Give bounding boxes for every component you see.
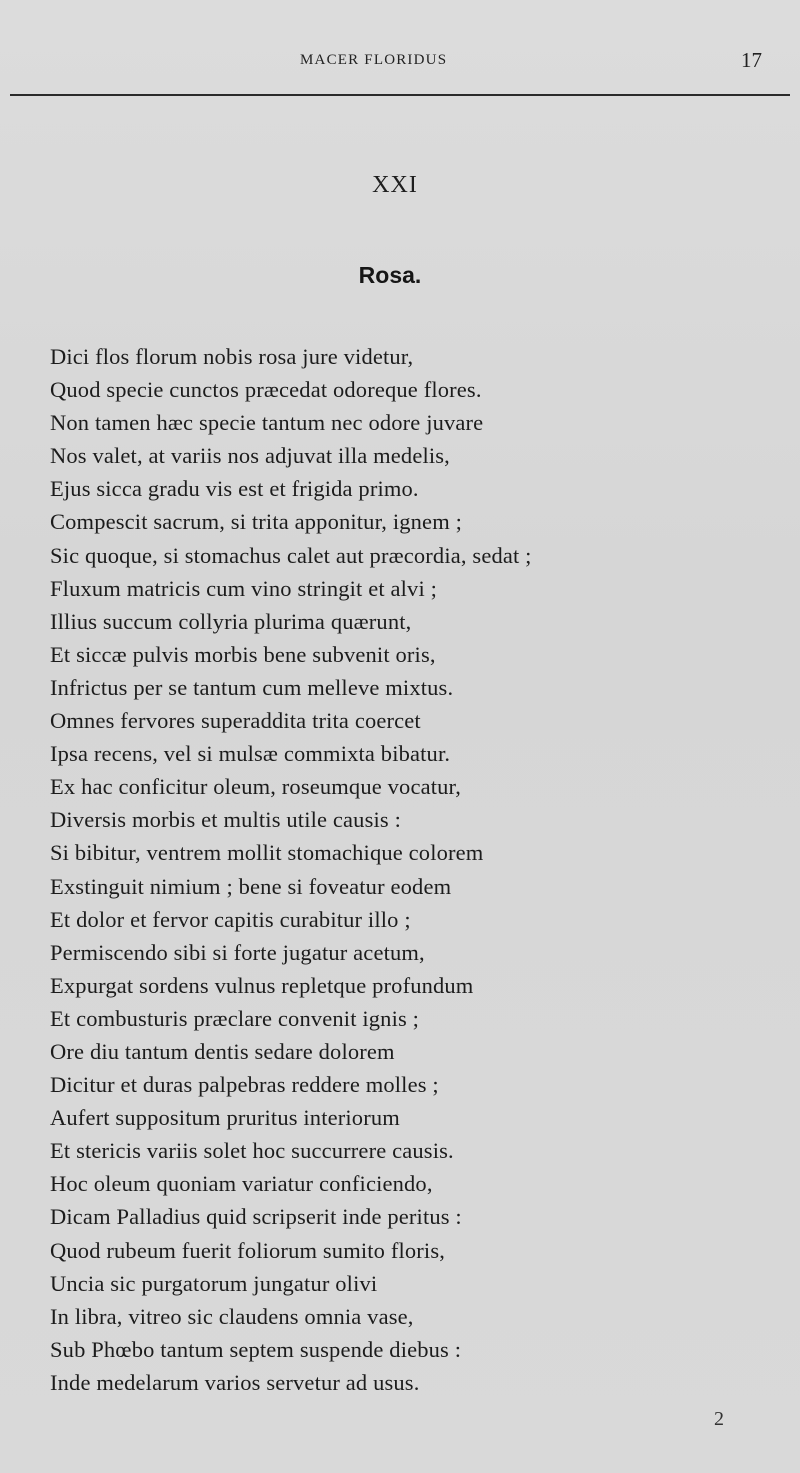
verse-line: Exstinguit nimium ; bene si foveatur eodem [50,873,452,899]
verse-line: Non tamen hæc specie tantum nec odore juvare [50,410,484,436]
verse-line: Aufert suppositum pruritus interiorum [50,1105,400,1131]
running-title: MACER FLORIDUS [300,52,448,68]
chapter-number: XXI [372,172,418,198]
verse-line: Fluxum matricis cum vino stringit et alvi ; [50,575,438,601]
verse-block [50,340,790,1399]
verse-line: In libra, vitreo sic claudens omnia vase, [50,1303,414,1329]
verse-line: Ore diu tantum dentis sedare dolorem [50,1038,395,1064]
poem-title: Rosa. [358,262,422,288]
verse-line: Ejus sicca gradu vis est et frigida primo. [50,476,419,502]
running-head [0,48,800,74]
verse-line: Si bibitur, ventrem mollit stomachique colorem [50,840,484,866]
header-rule [10,94,790,96]
verse-line: Dicitur et duras palpebras reddere molles ; [50,1072,439,1098]
verse-line: Sub Phœbo tantum septem suspende diebus : [50,1336,462,1362]
verse-line: Et siccæ pulvis morbis bene subvenit oris, [50,641,436,667]
verse-line: Expurgat sordens vulnus repletque profundum [50,972,474,998]
verse-line: Hoc oleum quoniam variatur conficiendo, [50,1171,433,1197]
verse-line: Ipsa recens, vel si mulsæ commixta bibatur. [50,741,451,767]
verse-line: Et dolor et fervor capitis curabitur illo ; [50,906,411,932]
verse-line: Et stericis variis solet hoc succurrere causis. [50,1138,454,1164]
verse-line: Uncia sic purgatorum jungatur olivi [50,1270,378,1296]
verse-line: Omnes fervores superaddita trita coercet [50,708,421,734]
verse-line: Et combusturis præclare convenit ignis ; [50,1005,420,1031]
verse-line: Compescit sacrum, si trita apponitur, ignem ; [50,509,463,535]
verse-line: Quod specie cunctos præcedat odoreque flores. [50,377,482,403]
page-number: 17 [741,48,762,72]
verse-line: Ex hac conficitur oleum, roseumque vocatur, [50,774,462,800]
verse-line: Sic quoque, si stomachus calet aut præcordia, sedat ; [50,542,532,568]
verse-line: Dicam Palladius quid scripserit inde peritus : [50,1204,462,1230]
verse-line: Illius succum collyria plurima quærunt, [50,608,412,634]
verse-line: Diversis morbis et multis utile causis : [50,807,401,833]
verse-line: Quod rubeum fuerit foliorum sumito floris, [50,1237,445,1263]
verse-line: Permiscendo sibi si forte jugatur acetum, [50,939,425,965]
verse-line: Infrictus per se tantum cum melleve mixtus. [50,674,454,700]
verse-line: Inde medelarum varios servetur ad usus. [50,1369,420,1395]
verse-line: Nos valet, at variis nos adjuvat illa medelis, [50,443,450,469]
verse-line: Dici flos florum nobis rosa jure videtur, [50,344,414,369]
signature-mark: 2 [714,1408,724,1430]
